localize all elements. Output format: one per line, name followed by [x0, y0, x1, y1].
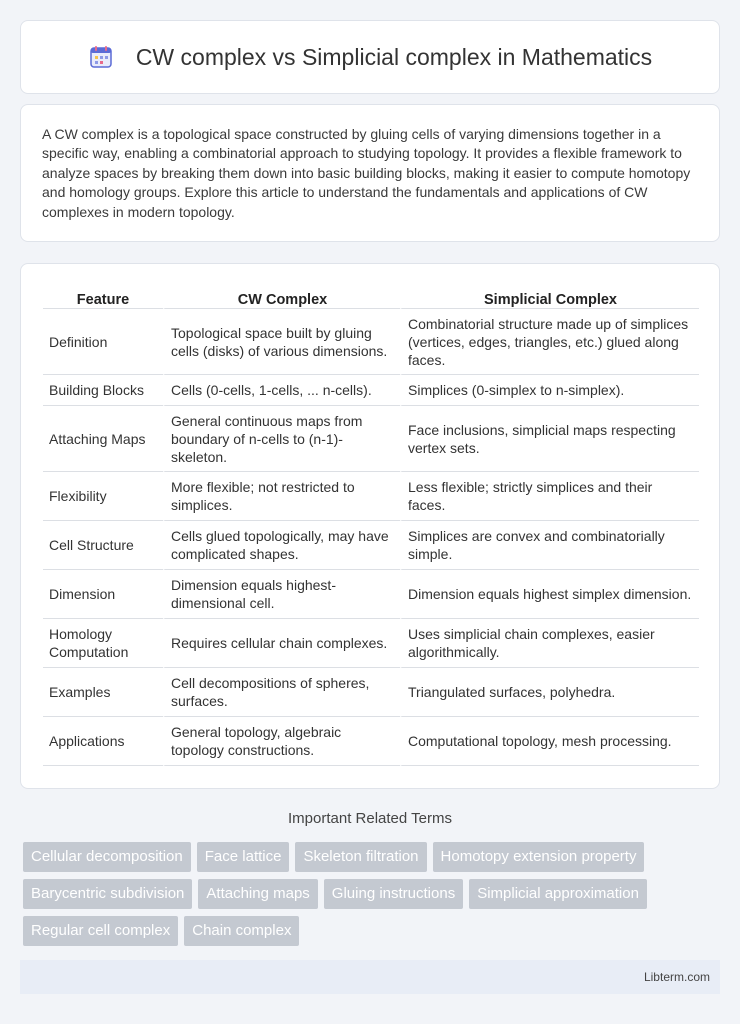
cw-cell: Requires cellular chain complexes.: [163, 619, 400, 668]
simplicial-cell: Uses simplicial chain complexes, easier algorithmically.: [400, 619, 699, 668]
cw-cell: Cells (0-cells, 1-cells, ... n-cells).: [163, 375, 400, 406]
simplicial-cell: Simplices (0-simplex to n-simplex).: [400, 375, 699, 406]
related-term-tag[interactable]: Chain complex: [184, 916, 299, 946]
feature-cell: Examples: [43, 668, 163, 717]
table-row: [43, 717, 699, 766]
related-term-tag[interactable]: Skeleton filtration: [295, 842, 426, 872]
feature-cell: Flexibility: [43, 472, 163, 521]
feature-cell: Definition: [43, 309, 163, 375]
table-row: [43, 570, 699, 619]
calendar-icon: [88, 44, 114, 70]
cw-cell: General topology, algebraic topology constructions.: [163, 717, 400, 766]
feature-cell: Applications: [43, 717, 163, 766]
comparison-table: [43, 286, 699, 766]
related-term-tag[interactable]: Gluing instructions: [324, 879, 463, 909]
table-row: [43, 472, 699, 521]
simplicial-cell: Face inclusions, simplicial maps respecting vertex sets.: [400, 406, 699, 472]
footer: [20, 960, 720, 994]
intro-card: [20, 104, 720, 242]
related-term-tag[interactable]: Attaching maps: [198, 879, 317, 909]
related-term-tag[interactable]: Regular cell complex: [23, 916, 178, 946]
header-simplicial-complex: Simplicial Complex: [400, 286, 699, 309]
simplicial-cell: Computational topology, mesh processing.: [400, 717, 699, 766]
related-terms-list: [23, 842, 723, 946]
intro-text: A CW complex is a topological space constructed by gluing cells of varying dimensions together in a specific way, enabling a combinatorial approach to studying topology. It provides a flexible framework to analyze spaces by breaking them down into basic building blocks, making it easier to compute homotopy and homology groups. Explore this article to understand the fundamentals and applications of CW complexes in modern topology.: [42, 126, 691, 220]
feature-cell: Dimension: [43, 570, 163, 619]
page-title: CW complex vs Simplicial complex in Mathematics: [135, 43, 653, 70]
table-row: [43, 619, 699, 668]
cw-cell: Cell decompositions of spheres, surfaces.: [163, 668, 400, 717]
table-row: [43, 668, 699, 717]
feature-cell: Cell Structure: [43, 521, 163, 570]
simplicial-cell: Simplices are convex and combinatorially simple.: [400, 521, 699, 570]
related-terms-title: Important Related Terms: [288, 810, 452, 827]
cw-cell: More flexible; not restricted to simplices.: [163, 472, 400, 521]
table-row: [43, 375, 699, 406]
simplicial-cell: Less flexible; strictly simplices and their faces.: [400, 472, 699, 521]
simplicial-cell: Dimension equals highest simplex dimension.: [400, 570, 699, 619]
table-row: [43, 521, 699, 570]
related-term-tag[interactable]: Homotopy extension property: [433, 842, 645, 872]
feature-cell: Building Blocks: [43, 375, 163, 406]
related-term-tag[interactable]: Face lattice: [197, 842, 290, 872]
table-row: [43, 309, 699, 375]
simplicial-cell: Combinatorial structure made up of simplices (vertices, edges, triangles, etc.) glued along faces.: [400, 309, 699, 375]
cw-cell: Cells glued topologically, may have complicated shapes.: [163, 521, 400, 570]
header-card: [20, 20, 720, 94]
cw-cell: Dimension equals highest-dimensional cell.: [163, 570, 400, 619]
header-cw-complex: CW Complex: [163, 286, 400, 309]
cw-cell: General continuous maps from boundary of n-cells to (n-1)-skeleton.: [163, 406, 400, 472]
comparison-card: [20, 263, 720, 789]
feature-cell: Attaching Maps: [43, 406, 163, 472]
related-term-tag[interactable]: Simplicial approximation: [469, 879, 647, 909]
simplicial-cell: Triangulated surfaces, polyhedra.: [400, 668, 699, 717]
related-term-tag[interactable]: Cellular decomposition: [23, 842, 191, 872]
table-row: [43, 406, 699, 472]
related-term-tag[interactable]: Barycentric subdivision: [23, 879, 192, 909]
feature-cell: Homology Computation: [43, 619, 163, 668]
footer-site-link[interactable]: Libterm.com: [643, 970, 710, 984]
cw-cell: Topological space built by gluing cells (disks) of various dimensions.: [163, 309, 400, 375]
header-feature: Feature: [43, 286, 163, 309]
